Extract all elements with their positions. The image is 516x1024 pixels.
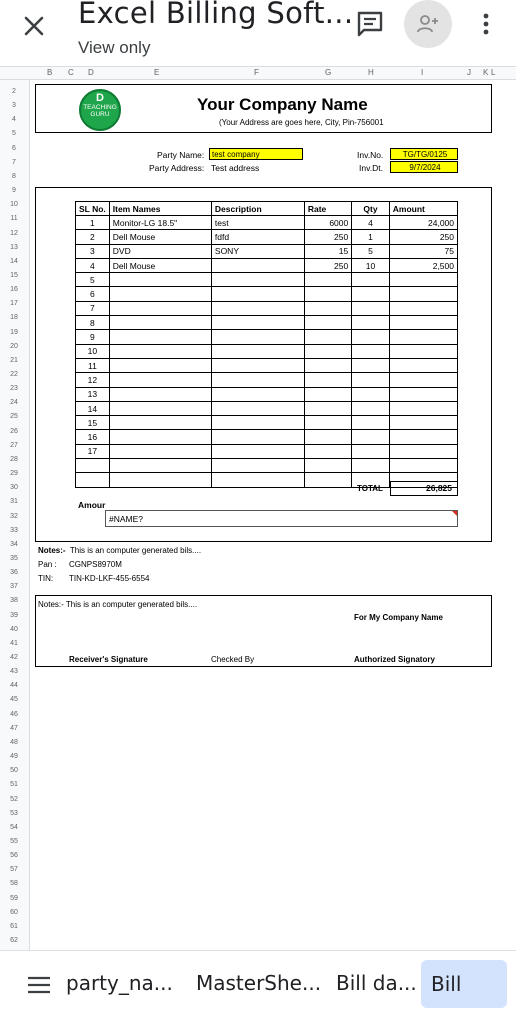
item-cell-rate[interactable] [304, 459, 351, 473]
row-header[interactable]: 46 [10, 710, 18, 718]
pan-value[interactable]: CGNPS8970M [69, 560, 122, 569]
row-header[interactable]: 12 [10, 229, 18, 237]
row-header[interactable]: 34 [10, 540, 18, 548]
item-cell-rate[interactable] [304, 387, 351, 401]
party-address-label: Party Address: [149, 163, 205, 173]
tin-label: TIN: [38, 574, 54, 583]
item-cell-rate[interactable] [304, 473, 351, 487]
item-cell-qty[interactable] [352, 416, 390, 430]
item-cell-qty[interactable] [352, 273, 390, 287]
item-cell-qty[interactable] [352, 287, 390, 301]
row-header[interactable]: 45 [10, 696, 18, 704]
share-button[interactable] [404, 0, 452, 48]
row-header[interactable]: 32 [10, 512, 18, 520]
table-row [76, 430, 458, 444]
item-cell-sl[interactable]: 2 [76, 230, 110, 244]
column-header[interactable]: E [154, 68, 160, 77]
row-header[interactable]: 60 [10, 908, 18, 916]
item-cell-name[interactable]: Dell Mouse [109, 230, 211, 244]
person-add-icon [416, 12, 440, 36]
item-cell-name[interactable] [109, 373, 211, 387]
row-header[interactable]: 15 [10, 271, 18, 279]
all-sheets-button[interactable] [28, 976, 50, 994]
item-cell-name[interactable] [109, 358, 211, 372]
row-header[interactable]: 61 [10, 922, 18, 930]
item-cell-rate[interactable] [304, 330, 351, 344]
item-cell-rate[interactable]: 15 [304, 244, 351, 258]
item-cell-sl[interactable] [76, 459, 110, 473]
row-header[interactable]: 17 [10, 300, 18, 308]
item-cell-sl[interactable]: 14 [76, 401, 110, 415]
tab-bill-data[interactable]: Bill da... [336, 971, 417, 995]
item-cell-desc[interactable] [211, 401, 304, 415]
column-header[interactable]: H [368, 68, 374, 77]
item-cell-amount[interactable] [389, 316, 457, 330]
item-cell-amount[interactable] [389, 387, 457, 401]
document-title: Excel Billing Soft... [78, 0, 354, 30]
logo-text: TEACHING [83, 104, 117, 111]
item-cell-amount[interactable]: 2,500 [389, 258, 457, 272]
item-cell-sl[interactable]: 13 [76, 387, 110, 401]
row-header[interactable]: 48 [10, 738, 18, 746]
header-cell[interactable]: SL No. [76, 202, 110, 216]
row-header[interactable]: 11 [10, 215, 18, 223]
row-header[interactable]: 21 [10, 356, 18, 364]
company-name[interactable]: Your Company Name [197, 95, 368, 114]
row-header[interactable]: 23 [10, 385, 18, 393]
item-cell-desc[interactable] [211, 273, 304, 287]
row-header[interactable]: 33 [10, 526, 18, 534]
inv-no-label: Inv.No. [357, 150, 384, 160]
item-cell-amount[interactable] [389, 330, 457, 344]
row-header[interactable]: 62 [10, 937, 18, 944]
items-table [75, 201, 458, 488]
item-cell-amount[interactable] [389, 459, 457, 473]
item-cell-desc[interactable] [211, 344, 304, 358]
item-cell-qty[interactable] [352, 301, 390, 315]
item-cell-name[interactable] [109, 301, 211, 315]
row-header[interactable]: 52 [10, 795, 18, 803]
item-cell-amount[interactable] [389, 444, 457, 458]
company-address[interactable]: (Your Address are goes here, City, Pin-756001 [219, 118, 384, 127]
column-header[interactable]: J [467, 68, 471, 77]
item-cell-name[interactable]: Monitor-LG 18.5" [109, 216, 211, 230]
column-header[interactable]: F [254, 68, 259, 77]
item-cell-sl[interactable]: 4 [76, 258, 110, 272]
item-cell-desc[interactable] [211, 330, 304, 344]
tab-master-sheet[interactable]: MasterShe... [196, 971, 322, 995]
comment-icon [355, 9, 385, 39]
close-icon [18, 10, 50, 42]
table-row [76, 387, 458, 401]
header-cell[interactable]: Item Names [109, 202, 211, 216]
row-header[interactable]: 28 [10, 455, 18, 463]
item-cell-desc[interactable] [211, 301, 304, 315]
footer-notes[interactable]: Notes:- This is an computer generated bils.... [38, 600, 198, 609]
row-header[interactable]: 37 [10, 583, 18, 591]
row-header[interactable]: 38 [10, 597, 18, 605]
item-cell-qty[interactable] [352, 459, 390, 473]
item-cell-desc[interactable] [211, 373, 304, 387]
receiver-signature-label: Receiver's Signature [69, 655, 148, 664]
error-indicator-icon [452, 511, 457, 516]
row-header[interactable]: 54 [10, 823, 18, 831]
amount-in-words: #NAME? [109, 514, 144, 524]
item-cell-desc[interactable] [211, 444, 304, 458]
row-header[interactable]: 5 [12, 130, 16, 138]
item-cell-sl[interactable]: 11 [76, 358, 110, 372]
table-row [76, 287, 458, 301]
item-cell-qty[interactable] [352, 401, 390, 415]
item-cell-name[interactable] [109, 287, 211, 301]
item-cell-rate[interactable] [304, 430, 351, 444]
party-name-cell[interactable]: test company [209, 148, 303, 160]
item-cell-qty[interactable] [352, 387, 390, 401]
row-header[interactable]: 44 [10, 682, 18, 690]
row-header[interactable]: 9 [12, 187, 16, 195]
row-header[interactable]: 49 [10, 753, 18, 761]
row-header[interactable]: 8 [12, 172, 16, 180]
item-cell-amount[interactable]: 250 [389, 230, 457, 244]
row-header[interactable]: 43 [10, 668, 18, 676]
row-header[interactable]: 57 [10, 866, 18, 874]
table-row [76, 244, 458, 258]
item-cell-sl[interactable]: 1 [76, 216, 110, 230]
item-cell-rate[interactable]: 250 [304, 230, 351, 244]
sheet-tab-bar [0, 950, 516, 1024]
item-cell-amount[interactable] [389, 301, 457, 315]
item-cell-qty[interactable] [352, 358, 390, 372]
column-headers [0, 66, 516, 80]
item-cell-sl[interactable]: 6 [76, 287, 110, 301]
column-header[interactable]: L [491, 68, 496, 77]
row-header[interactable]: 53 [10, 809, 18, 817]
row-header[interactable]: 41 [10, 639, 18, 647]
party-name-label: Party Name: [157, 150, 205, 160]
column-header[interactable]: I [421, 68, 424, 77]
item-cell-qty[interactable]: 4 [352, 216, 390, 230]
table-row [76, 416, 458, 430]
app-bar [0, 0, 516, 64]
item-cell-desc[interactable] [211, 387, 304, 401]
item-cell-rate[interactable] [304, 444, 351, 458]
row-header[interactable]: 16 [10, 286, 18, 294]
table-row [76, 258, 458, 272]
amount-label: Amour [78, 500, 106, 510]
item-cell-rate[interactable] [304, 358, 351, 372]
item-cell-desc[interactable] [211, 258, 304, 272]
row-header[interactable]: 10 [10, 201, 18, 209]
item-cell-name[interactable]: DVD [109, 244, 211, 258]
row-headers [0, 80, 30, 950]
row-header[interactable]: 4 [12, 116, 16, 124]
tab-party-name[interactable]: party_na... [66, 971, 173, 995]
table-row [76, 444, 458, 458]
header-cell[interactable]: Amount [389, 202, 457, 216]
pan-label: Pan : [38, 560, 57, 569]
item-cell-name[interactable] [109, 430, 211, 444]
row-header[interactable]: 51 [10, 781, 18, 789]
item-cell-rate[interactable] [304, 373, 351, 387]
row-header[interactable]: 55 [10, 837, 18, 845]
for-company-label: For My Company Name [354, 613, 443, 622]
row-header[interactable]: 56 [10, 852, 18, 860]
item-cell-desc[interactable] [211, 287, 304, 301]
row-header[interactable]: 3 [12, 102, 16, 110]
tin-value[interactable]: TIN-KD-LKF-455-6554 [69, 574, 150, 583]
item-cell-qty[interactable] [352, 344, 390, 358]
item-cell-rate[interactable] [304, 316, 351, 330]
table-row [76, 216, 458, 230]
checked-by-label: Checked By [211, 655, 255, 664]
row-header[interactable]: 42 [10, 654, 18, 661]
row-header[interactable]: 47 [10, 724, 18, 732]
item-cell-name[interactable] [109, 444, 211, 458]
row-header[interactable]: 24 [10, 399, 18, 407]
notes-line [38, 546, 201, 555]
item-cell-sl[interactable]: 17 [76, 444, 110, 458]
table-row [76, 401, 458, 415]
item-cell-qty[interactable] [352, 330, 390, 344]
item-cell-sl[interactable]: 12 [76, 373, 110, 387]
item-cell-desc[interactable]: fdfd [211, 230, 304, 244]
item-cell-sl[interactable]: 16 [76, 430, 110, 444]
row-header[interactable]: 25 [10, 413, 18, 421]
row-header[interactable]: 50 [10, 767, 18, 775]
item-cell-amount[interactable] [389, 430, 457, 444]
item-cell-name[interactable] [109, 459, 211, 473]
logo-text: GURU [90, 111, 110, 118]
item-cell-sl[interactable]: 5 [76, 273, 110, 287]
item-cell-amount[interactable] [389, 287, 457, 301]
authorized-signatory-label: Authorized Signatory [354, 655, 435, 664]
column-header[interactable]: G [325, 68, 332, 77]
header-cell[interactable]: Qty [352, 202, 390, 216]
item-cell-name[interactable] [109, 387, 211, 401]
inv-no-cell[interactable]: TG/TG/0125 [390, 148, 458, 160]
row-header[interactable]: 30 [10, 484, 18, 492]
more-vert-icon [476, 10, 496, 40]
item-cell-qty[interactable] [352, 430, 390, 444]
item-cell-sl[interactable]: 8 [76, 316, 110, 330]
row-header[interactable]: 2 [12, 88, 16, 95]
column-header[interactable]: C [68, 68, 74, 77]
table-row [76, 373, 458, 387]
item-cell-amount[interactable]: 75 [389, 244, 457, 258]
item-cell-sl[interactable]: 7 [76, 301, 110, 315]
item-cell-rate[interactable] [304, 416, 351, 430]
item-cell-qty[interactable]: 1 [352, 230, 390, 244]
view-only-label: View only [78, 38, 151, 57]
item-cell-name[interactable] [109, 316, 211, 330]
total-value[interactable]: 26,825 [390, 481, 458, 496]
item-cell-rate[interactable]: 6000 [304, 216, 351, 230]
row-header[interactable]: 31 [10, 498, 18, 506]
column-header[interactable]: B [47, 68, 53, 77]
table-row [76, 301, 458, 315]
comment-button[interactable] [355, 9, 385, 39]
table-row [76, 230, 458, 244]
row-header[interactable]: 20 [10, 342, 18, 350]
column-header[interactable]: K [483, 68, 489, 77]
item-cell-desc[interactable] [211, 430, 304, 444]
item-cell-desc[interactable]: SONY [211, 244, 304, 258]
row-header[interactable]: 22 [10, 371, 18, 378]
row-header[interactable]: 6 [12, 144, 16, 152]
item-cell-amount[interactable]: 24,000 [389, 216, 457, 230]
more-options-button[interactable] [476, 10, 496, 40]
item-cell-sl[interactable] [76, 473, 110, 487]
party-address-cell[interactable]: Test address [211, 163, 260, 173]
item-cell-sl[interactable]: 10 [76, 344, 110, 358]
logo-text: D [96, 92, 104, 104]
row-header[interactable]: 40 [10, 625, 18, 633]
row-header[interactable]: 35 [10, 554, 18, 562]
item-cell-sl[interactable]: 9 [76, 330, 110, 344]
row-header[interactable]: 13 [10, 243, 18, 251]
row-header[interactable]: 18 [10, 314, 18, 322]
table-row [76, 344, 458, 358]
item-cell-qty[interactable]: 10 [352, 258, 390, 272]
item-cell-name[interactable]: Dell Mouse [109, 258, 211, 272]
menu-icon [28, 976, 50, 994]
item-cell-qty[interactable] [352, 444, 390, 458]
item-cell-name[interactable] [109, 273, 211, 287]
inv-date-cell[interactable]: 9/7/2024 [390, 161, 458, 173]
row-header[interactable]: 29 [10, 470, 18, 478]
row-header[interactable]: 7 [12, 158, 16, 166]
header-cell[interactable]: Rate [304, 202, 351, 216]
item-cell-amount[interactable] [389, 416, 457, 430]
row-header[interactable]: 27 [10, 441, 18, 449]
total-label: TOTAL [357, 484, 383, 493]
notes-text: This is an computer generated bils.... [69, 546, 202, 555]
item-cell-desc[interactable] [211, 459, 304, 473]
item-cell-desc[interactable] [211, 473, 304, 487]
item-cell-amount[interactable] [389, 273, 457, 287]
item-cell-amount[interactable] [389, 373, 457, 387]
item-cell-name[interactable] [109, 416, 211, 430]
item-cell-sl[interactable]: 3 [76, 244, 110, 258]
item-cell-rate[interactable] [304, 344, 351, 358]
table-row [76, 459, 458, 473]
company-logo [79, 89, 121, 131]
item-cell-sl[interactable]: 15 [76, 416, 110, 430]
table-row [76, 358, 458, 372]
item-cell-desc[interactable] [211, 416, 304, 430]
item-cell-rate[interactable] [304, 301, 351, 315]
inv-date-label: Inv.Dt. [359, 163, 383, 173]
row-header[interactable]: 14 [10, 257, 18, 265]
item-cell-desc[interactable]: test [211, 216, 304, 230]
item-cell-name[interactable] [109, 344, 211, 358]
row-header[interactable]: 59 [10, 894, 18, 902]
item-cell-qty[interactable] [352, 373, 390, 387]
item-cell-desc[interactable] [211, 316, 304, 330]
item-cell-rate[interactable]: 250 [304, 258, 351, 272]
item-cell-desc[interactable] [211, 358, 304, 372]
table-row [76, 316, 458, 330]
item-cell-amount[interactable] [389, 358, 457, 372]
item-cell-rate[interactable] [304, 273, 351, 287]
row-header[interactable]: 36 [10, 569, 18, 577]
row-header[interactable]: 58 [10, 880, 18, 888]
item-cell-name[interactable] [109, 473, 211, 487]
item-cell-qty[interactable] [352, 316, 390, 330]
item-cell-name[interactable] [109, 330, 211, 344]
notes-label: Notes:- [38, 546, 66, 555]
table-header-row [76, 202, 458, 216]
row-header[interactable]: 39 [10, 611, 18, 619]
table-row [76, 330, 458, 344]
item-cell-rate[interactable] [304, 287, 351, 301]
tab-bill[interactable]: Bill [421, 960, 507, 1008]
item-cell-name[interactable] [109, 401, 211, 415]
column-header[interactable]: D [88, 68, 94, 77]
amount-in-words-cell[interactable] [105, 510, 458, 527]
item-cell-rate[interactable] [304, 401, 351, 415]
item-cell-qty[interactable]: 5 [352, 244, 390, 258]
row-header[interactable]: 26 [10, 427, 18, 435]
close-button[interactable] [18, 10, 50, 42]
item-cell-amount[interactable] [389, 401, 457, 415]
row-header[interactable]: 19 [10, 328, 18, 336]
table-row [76, 273, 458, 287]
header-cell[interactable]: Description [211, 202, 304, 216]
item-cell-amount[interactable] [389, 344, 457, 358]
